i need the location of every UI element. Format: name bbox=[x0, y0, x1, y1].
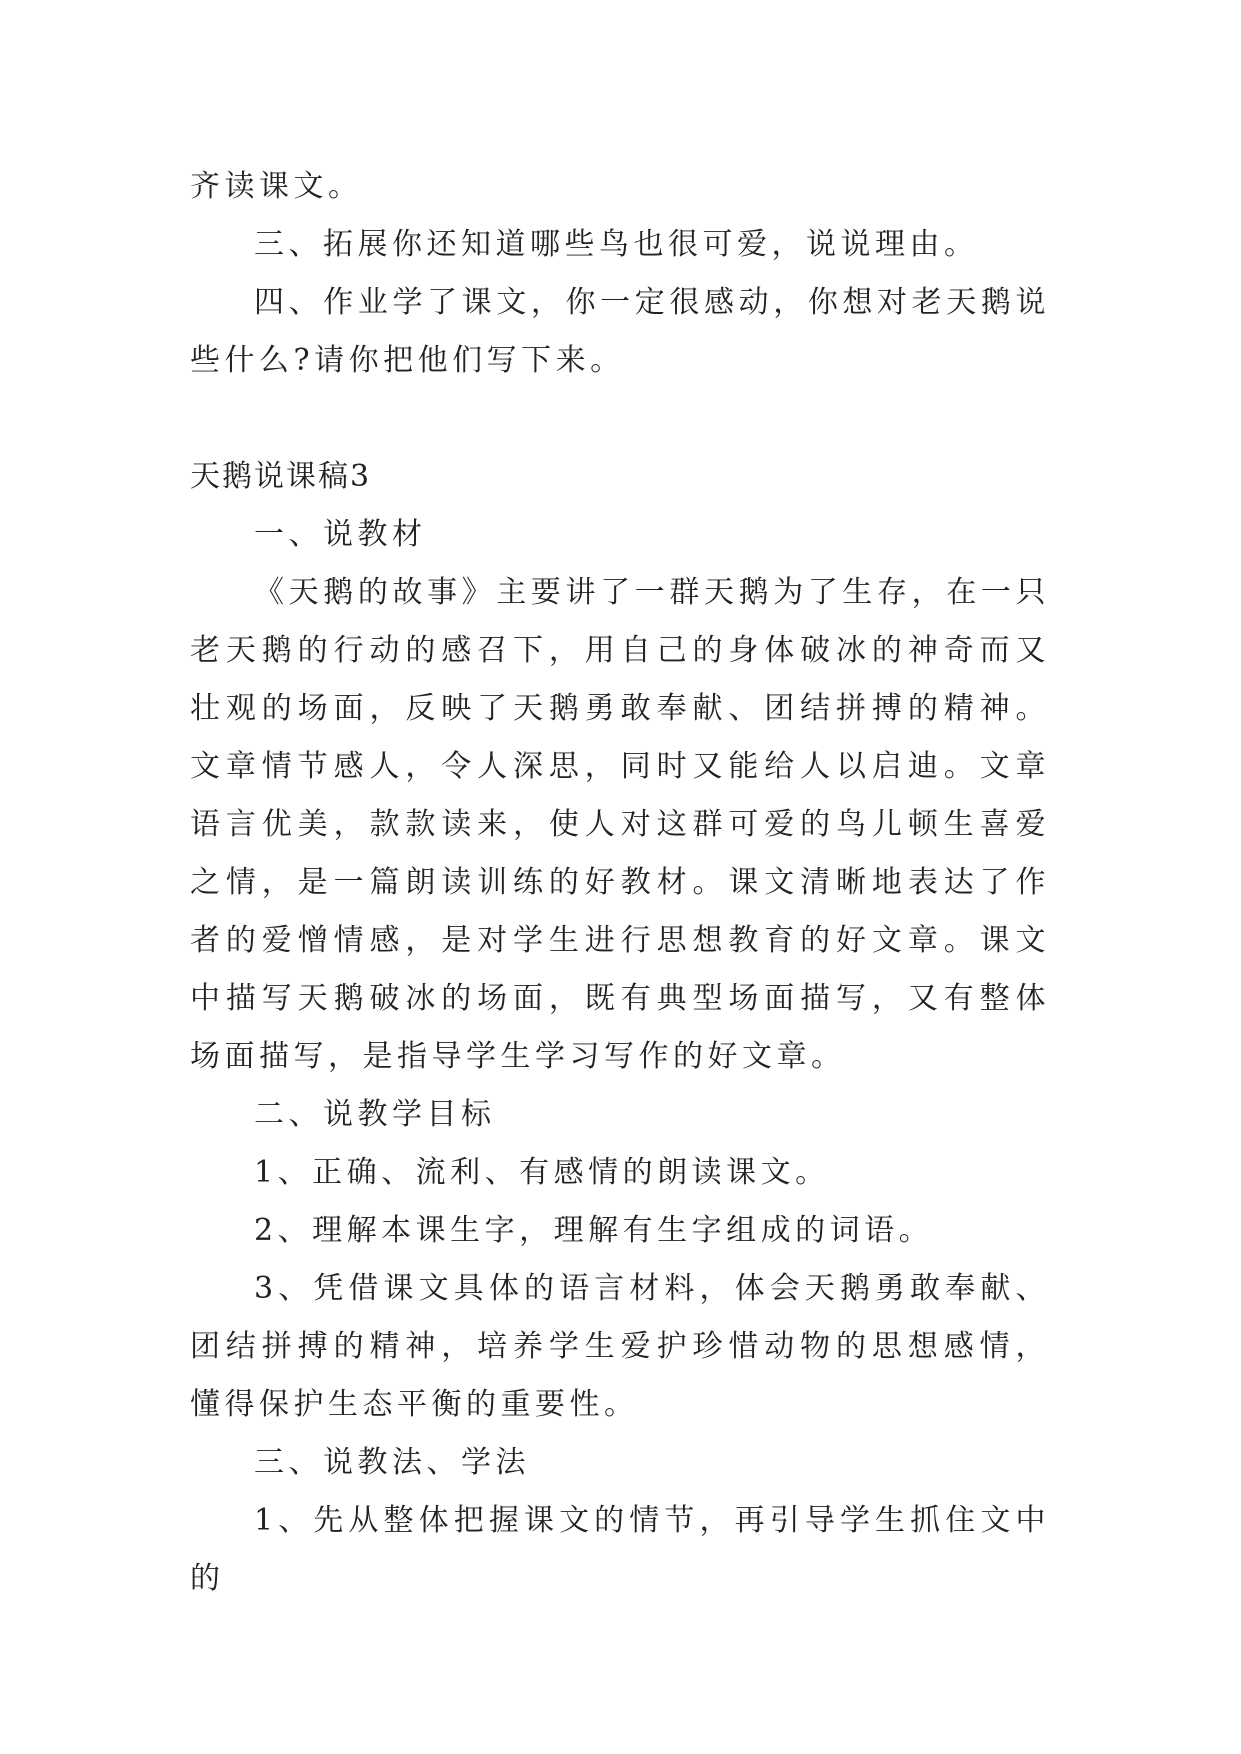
heading-teaching-methods: 三、说教法、学法 bbox=[254, 1445, 530, 1480]
paragraph-material-description: 《天鹅的故事》主要讲了一群天鹅为了生存，在一只老天鹅的行动的感召下，用自己的身体破冰的神奇而又壮观的场面，反映了天鹅勇敢奉献、团结拼搏的精神。文章情节感人，令人深思，同时又能给人以启迪。文章语言优美，款款读来，使人对这群可爱的鸟儿顿生喜爱之情，是一篇朗读训练的好教材。课文清晰地表达了作者的爱憎情感，是对学生进行思想教育的好文章。课文中描写天鹅破冰的场面，既有典型场面描写，又有整体场面描写，是指导学生学习写作的好文章。 bbox=[190, 575, 1050, 1074]
paragraph-continuation: 齐读课文。 bbox=[190, 169, 363, 204]
paragraph-homework: 四、作业学了课文，你一定很感动，你想对老天鹅说些什么?请你把他们写下来。 bbox=[190, 285, 1050, 378]
method-item-1: 1、先从整体把握课文的情节，再引导学生抓住文中的 bbox=[190, 1503, 1050, 1596]
heading-teaching-material: 一、说教材 bbox=[254, 517, 427, 552]
section-title: 天鹅说课稿3 bbox=[190, 459, 372, 494]
heading-teaching-goals: 二、说教学目标 bbox=[254, 1097, 496, 1132]
goal-item-1: 1、正确、流利、有感情的朗读课文。 bbox=[254, 1155, 830, 1190]
goal-item-3: 3、凭借课文具体的语言材料，体会天鹅勇敢奉献、团结拼搏的精神，培养学生爱护珍惜动物的思想感情，懂得保护生态平衡的重要性。 bbox=[190, 1271, 1050, 1422]
goal-item-2: 2、理解本课生字，理解有生字组成的词语。 bbox=[254, 1213, 934, 1248]
document-body bbox=[190, 158, 1050, 1608]
paragraph-extension: 三、拓展你还知道哪些鸟也很可爱，说说理由。 bbox=[254, 227, 979, 262]
